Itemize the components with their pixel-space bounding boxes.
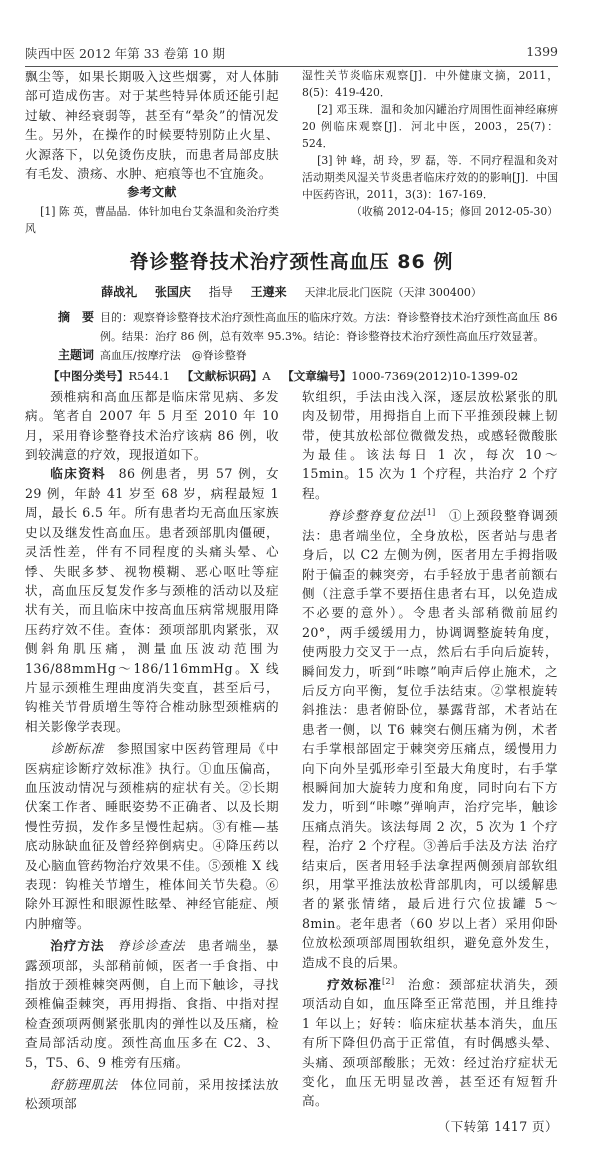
intro-paragraph: 颈椎病和高血压都是临床常见病、多发病。笔者自 2007 年 5 月至 2010 年 10 月，采用脊诊整脊技术治疗该病 86 例，收到较满意的疗效，现报道如下。	[25, 388, 279, 463]
clinical-data-paragraph	[25, 464, 279, 736]
guide-label: 指导	[208, 284, 233, 299]
author-2: 张国庆	[154, 284, 191, 299]
treatment-paragraph	[25, 936, 279, 1072]
abstract-label: 摘 要	[58, 309, 95, 324]
reference-3: [3] 钟 峰，胡 玲，罗 磊，等．不同疗程温和灸对活动期类风湿关节炎患者临床疗效的的影响[J]．中国中医药咨讯，2011，3(3)：167-169．	[302, 154, 558, 201]
reference-2: [2] 邓玉珠．温和灸加闪罐治疗周围性面神经麻痹 20 例临床观察[J]．河北中医，2003，25(7)：524．	[302, 103, 558, 150]
running-header	[25, 44, 558, 67]
classification-line	[48, 367, 558, 385]
doc-code-label: 【文献标识码】	[181, 368, 263, 383]
body-column-right	[302, 387, 558, 1136]
abstract-text: 目的：观察脊诊整脊技术治疗颈性高血压的临床疗效。方法：脊诊整脊技术治疗颈性高血压 86 例。结果：治疗 86 例，总有效率 95.3%。结论：脊诊整脊技术治疗颈性高血压疗效显著。	[100, 310, 558, 343]
article-no-value: 1000-7369(2012)10-1399-02	[351, 368, 519, 383]
references-heading: 参考文献	[127, 185, 177, 200]
relax-text: 体位同前，采用按揉法放松颈项部	[25, 1077, 280, 1112]
previous-article-end-right	[302, 67, 558, 220]
treatment-heading: 治疗方法	[50, 938, 105, 954]
author-line	[25, 283, 558, 302]
diagnosis-text: 参照国家中医药管理局《中医病症诊断疗效标准》执行。①血压偏高，血压波动情况与颈椎病的症状有关。②长期伏案工作者、睡眠姿势不正确者、以及长期慢性劳损，发作多呈慢性起病。③有椎—基底动脉缺血征及曾经猝倒病史。④降压药以及心脑血管药物治疗效果不佳。⑤颈椎 X 线表现：钩椎关节增生，椎体间关节失稳。⑥除外耳源性和眼源性眩晕、神经官能症、颅内肿瘤等。	[25, 741, 279, 931]
page-number: 1399	[526, 44, 558, 59]
diagnosis-heading: 诊断标准	[50, 741, 105, 757]
author-3: 王遵来	[250, 284, 287, 299]
reset-paragraph	[302, 506, 558, 972]
reset-text: ①上颈段整脊调颈法：患者端坐位，全身放松，医者站与患者身后，以 C2 左侧为例，医者用左手拇指吸附于偏歪的棘突旁，右手轻放于患者前额右侧（注意手掌不要捂住患者右耳，以免造成不必要的意外）。令患者头部稍微前屈约 20°，两手缓缓用力，协调调整旋转角度，使两股力交叉于一点，然后右手向后旋转，瞬间发力，听到“咔嚓”响声后停止施术，之后反方向平衡，复位手法结束。②掌根旋转斜推法：患者俯卧位，暴露背部，术者站在患者一侧，以 T6 棘突右侧压痛为例，术者右手掌根部固定于棘突旁压痛点，缓慢用力向下向外呈弧形牵引至最大角度时，右手掌根瞬间加大旋转力度和角度，同时向右下方发力，听到“咔嚓”弹响声，治疗完毕，触诊压痛点消失。该法每周 2 次，5 次为 1 个疗程，治疗 2 个疗程。③善后手法及方法 治疗结束后，医者用轻手法拿捏两侧颈肩部软组织，用掌平推法放松背部肌肉，可以缓解患者的紧张情绪，最后进行穴位拔罐 5～8min。老年患者（60 岁以上者）采用仰卧位放松颈项部周围软组织，避免意外发生，造成不良的后果。	[302, 508, 558, 970]
abstract	[58, 308, 580, 346]
running-header-journal: 陕西中医 2012 年第 33 卷第 10 期	[25, 46, 225, 61]
previous-article-end-left	[25, 67, 279, 237]
reference-1: [1] 陈 英，曹晶晶．体针加电台艾条温和灸治疗类风	[25, 204, 279, 235]
reset-heading: 脊诊整脊复位法	[327, 508, 424, 524]
clc-value: R544.1	[128, 368, 171, 383]
clinical-data-text: 86 例患者，男 57 例，女 29 例，年龄 41 岁至 68 岁，病程最短 1 周，最长 6.5 年。所有患者均无高血压家族史以及继发性高血压。患者颈部肌肉僵硬，灵活性差，伴有不同程度的头痛头晕、心悸、失眠多梦、视物模糊、恶心呕吐等症状，高血压反复发作多与颈椎的活动以及症状有关，而且临床中按高血压病常规服用降压药疗效不佳。查体：颈项部肌肉紧张，双侧斜角肌压痛，测量血压波动范围为 136/88mmHg～186/116mmHg。X 线片显示颈椎生理曲度消失变直，甚至后弓，钩椎关节骨质增生等符合椎动脉型颈椎病的相关影像学表现。	[25, 466, 279, 734]
efficacy-text: 治愈：颈部症状消失，颈项活动自如，血压降至正常范围，并且维持 1 年以上；好转：临床症状基本消失，血压有所下降但仍高于正常值，有时偶感头晕、头痛、颈项部酸胀；无效：经过治疗症状无变化，血压无明显改善，甚至还有短暂升高。	[302, 977, 558, 1109]
article-title: 脊诊整脊技术治疗颈性高血压 86 例	[129, 250, 454, 273]
exam-heading: 脊诊诊查法	[117, 938, 186, 954]
citation-2: [2]	[382, 976, 395, 986]
clinical-data-heading: 临床资料	[50, 466, 106, 482]
article-no-label: 【文章编号】	[282, 368, 352, 383]
doc-code-value: A	[262, 368, 271, 383]
continued-note: （下转第 1417 页）	[437, 1118, 558, 1134]
keywords-text: 高血压/按摩疗法 @脊诊整脊	[100, 348, 247, 362]
efficacy-paragraph	[302, 975, 558, 1111]
previous-article-paragraph: 飘尘等，如果长期吸入这些烟雾，对人体肺部可造成伤害。对于某些特异体质还能引起过敏、神经衰弱等，甚至有“晕灸”的情况发生。另外，在操作的时候要特别防止火星、火源落下，以免烫伤皮肤，而患者局部皮肤有毛发、溃疡、水肿、疤痕等也不宜施灸。	[25, 69, 279, 182]
body-column-left	[25, 387, 279, 1114]
diagnosis-paragraph	[25, 739, 279, 933]
article-body	[25, 387, 558, 1136]
relax-continued: 软组织，手法由浅入深，逐层放松紧张的肌肉及韧带，用拇指自上而下平推颈段棘上韧带，使其放松部位微微发热，或感轻微酸胀为最佳。该法每日 1 次，每次 10～15min。15 次为 1 个疗程，共治疗 2 个疗程。	[302, 388, 558, 501]
previous-article-end	[25, 67, 558, 237]
exam-text: 患者端坐，暴露颈项部，头部稍前倾，医者一手食指、中指放于颈椎棘突两侧，自上而下触诊，寻找颈椎偏歪棘突，再用拇指、食指、中指对捏检查颈项两侧紧张肌肉的弹性以及压痛，检查局部活动度。颈性高血压多在 C2、3、5，T5、6、9 椎旁有压痛。	[25, 938, 279, 1070]
clc-label: 【中图分类号】	[48, 368, 129, 383]
efficacy-heading: 疗效标准	[327, 977, 383, 993]
author-1: 薛战礼	[101, 284, 138, 299]
relax-paragraph	[25, 1075, 279, 1114]
citation-1: [1]	[423, 508, 436, 518]
affiliation: 天津北辰北门医院（天津 300400）	[304, 285, 482, 299]
relax-heading: 舒筋理肌法	[50, 1077, 118, 1093]
received-date: （收稿 2012-04-15；修回 2012-05-30）	[351, 205, 558, 218]
keywords-label: 主题词	[58, 347, 95, 362]
keywords	[58, 346, 558, 365]
reference-1-continued: 湿性关节炎临床观察[J]．中外健康文摘，2011，8(5)：419-420．	[302, 69, 558, 99]
